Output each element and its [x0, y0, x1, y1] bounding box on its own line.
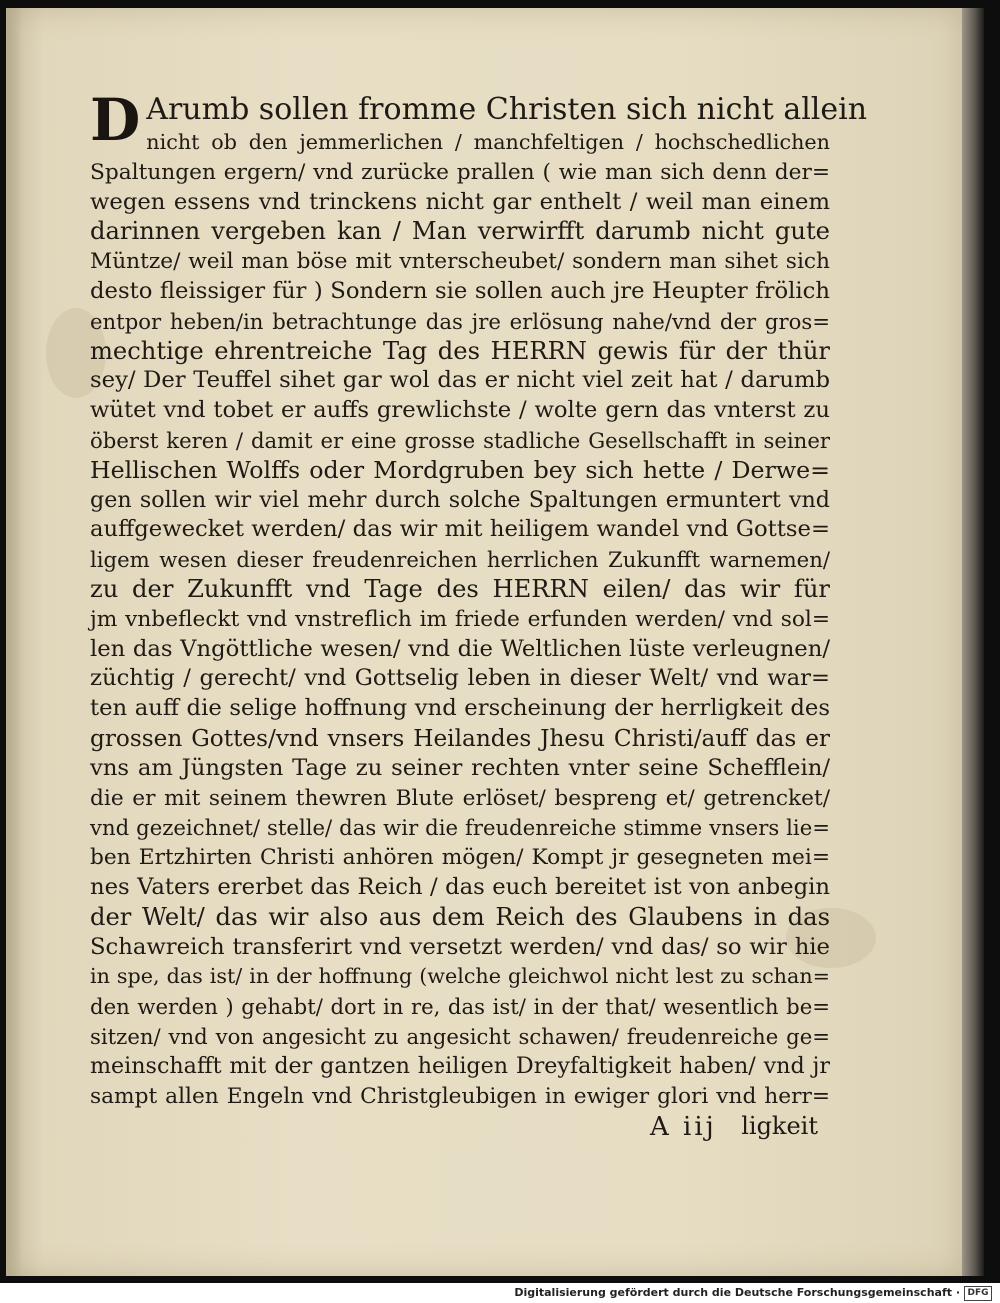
- dfg-logo: DFG: [964, 1286, 992, 1301]
- text-line: zu der Zukunfft vnd Tage des HERRN eilen/ das wir für: [90, 574, 830, 603]
- text-line: den werden ) gehabt/ dort in re, das ist/ in der that/ wesentlich be=: [90, 994, 830, 1020]
- text-line: nicht ob den jemmerlichen / manchfeltigen / hochschedlichen: [146, 130, 830, 154]
- text-line: sitzen/ vnd von angesicht zu angesicht schawen/ freudenreiche ge=: [90, 1023, 830, 1049]
- text-line: Müntze/ weil man böse mit vnterscheubet/ sondern man sihet sich: [90, 249, 830, 275]
- text-line: desto fleissiger für ) Sondern sie sollen auch jre Heupter frölich: [90, 277, 830, 304]
- footer-bar: [0, 1283, 1000, 1303]
- text-line: sey/ Der Teuffel sihet gar wol das er nicht viel zeit hat / darumb: [90, 367, 830, 394]
- text-line: öberst keren / damit er eine grosse stadliche Gesellschafft in seiner: [90, 427, 830, 453]
- text-line: auffgewecket werden/ das wir mit heiligem wandel vnd Gottse=: [90, 516, 830, 543]
- text-line: darinnen vergeben kan / Man verwirfft darumb nicht gute: [90, 217, 830, 246]
- text-line: len das Vngöttliche wesen/ vnd die Weltlichen lüste verleugnen/: [90, 635, 830, 662]
- text-line: grossen Gottes/vnd vnsers Heilandes Jhesu Christi/auff das er: [90, 724, 830, 752]
- text-line: züchtig / gerecht/ vnd Gottselig leben in dieser Welt/ vnd war=: [90, 665, 830, 692]
- page-gutter: [6, 8, 22, 1276]
- text-line: Hellischen Wolffs oder Mordgruben bey sich hette / Derwe=: [90, 455, 830, 484]
- text-line: Arumb sollen fromme Christen sich nicht allein: [146, 92, 868, 127]
- signature-mark: A iij: [650, 1112, 717, 1142]
- text-line: Schawreich transferirt vnd versetzt werden/ vnd das/ so wir hie: [90, 933, 830, 960]
- text-line: die er mit seinem thewren Blute erlöset/ bespreng et/ getrencket/: [90, 785, 830, 811]
- page-edge: [962, 8, 984, 1276]
- page-foot-line: [90, 1112, 830, 1146]
- text-line: meinschafft mit der gantzen heiligen Dreyfaltigkeit haben/ vnd jr: [90, 1052, 830, 1079]
- text-line: wegen essens vnd trinckens nicht gar enthelt / weil man einem: [90, 188, 830, 215]
- funding-credit: Digitalisierung gefördert durch die Deutsche Forschungsgemeinschaft ·: [514, 1286, 960, 1299]
- text-line: entpor heben/in betrachtunge das jre erlösung nahe/vnd der gros=: [90, 308, 830, 334]
- text-line: mechtige ehrentreiche Tag des HERRN gewis für der thür: [90, 336, 830, 365]
- text-line: vnd gezeichnet/ stelle/ das wir die freudenreiche stimme vnsers lie=: [90, 815, 830, 841]
- text-line: sampt allen Engeln vnd Christgleubigen in ewiger glori vnd herr=: [90, 1083, 830, 1109]
- catchword: ligkeit: [741, 1112, 818, 1140]
- drop-initial: D: [90, 86, 141, 154]
- text-line: nes Vaters ererbet das Reich / das euch bereitet ist von anbegin: [90, 873, 830, 900]
- text-line: ben Ertzhirten Christi anhören mögen/ Kompt jr gesegneten mei=: [90, 845, 830, 871]
- text-line: in spe, das ist/ in der hoffnung (welche gleichwol nicht lest zu schan=: [90, 964, 830, 989]
- text-line: gen sollen wir viel mehr durch solche Spaltungen ermuntert vnd: [90, 486, 830, 513]
- text-line: der Welt/ das wir also aus dem Reich des Glaubens in das: [90, 902, 830, 931]
- text-line: vns am Jüngsten Tage zu seiner rechten vnter seine Schefflein/: [90, 754, 830, 781]
- text-line: wütet vnd tobet er auffs grewlichste / wolte gern das vnterst zu: [90, 397, 830, 424]
- text-line: jm vnbefleckt vnd vnstreflich im friede erfunden werden/ vnd sol=: [90, 606, 830, 632]
- text-line: Spaltungen ergern/ vnd zurücke prallen ( wie man sich denn der=: [90, 159, 830, 185]
- text-line: ten auff die selige hoffnung vnd erscheinung der herrligkeit des: [90, 695, 830, 722]
- text-line: ligem wesen dieser freudenreichen herrlichen Zukunfft warnemen/: [90, 547, 830, 573]
- body-text: [90, 86, 868, 1111]
